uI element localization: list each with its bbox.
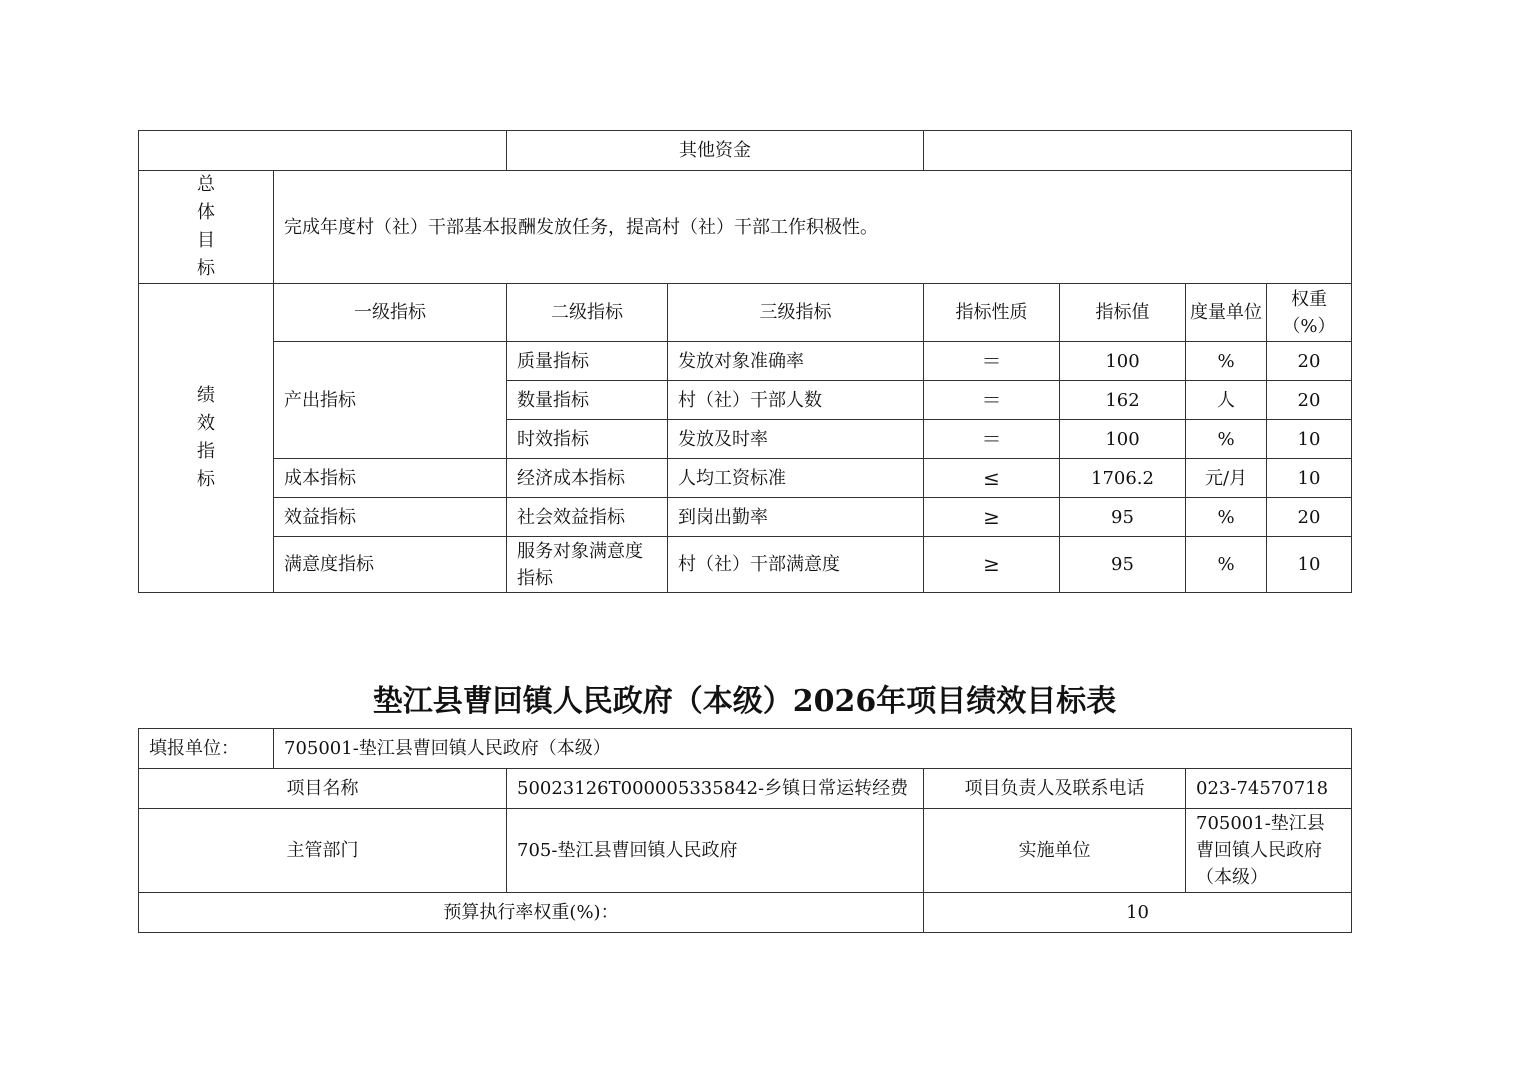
- contact-label: 项目负责人及联系电话: [924, 769, 1186, 809]
- contact-value: 023-74570718: [1186, 769, 1352, 809]
- row-value: 100: [1060, 342, 1186, 381]
- row-level2: 社会效益指标: [507, 498, 668, 537]
- row-level1: 满意度指标: [274, 537, 507, 593]
- row-weight: 20: [1267, 381, 1352, 420]
- other-funds-value: [924, 131, 1352, 171]
- row-nature: ≥: [924, 498, 1060, 537]
- row-level3: 村（社）干部人数: [668, 381, 924, 420]
- page-title: 垫江县曹回镇人民政府（本级）2026年项目绩效目标表: [372, 684, 1117, 719]
- row-level2: 经济成本指标: [507, 459, 668, 498]
- row-nature: ＝: [924, 342, 1060, 381]
- row-level1: 产出指标: [274, 342, 507, 459]
- row-level3: 村（社）干部满意度: [668, 537, 924, 593]
- row-value: 1706.2: [1060, 459, 1186, 498]
- row-level1: 效益指标: [274, 498, 507, 537]
- row-unit: 元/月: [1186, 459, 1267, 498]
- filler-label: 填报单位：: [139, 729, 274, 769]
- dept-label: 主管部门: [139, 809, 507, 893]
- header-level3: 三级指标: [668, 284, 924, 342]
- row-unit: %: [1186, 498, 1267, 537]
- header-level1: 一级指标: [274, 284, 507, 342]
- row-unit: %: [1186, 537, 1267, 593]
- header-value: 指标值: [1060, 284, 1186, 342]
- row-unit: %: [1186, 342, 1267, 381]
- row-value: 95: [1060, 498, 1186, 537]
- project-name-label: 项目名称: [139, 769, 507, 809]
- row-value: 100: [1060, 420, 1186, 459]
- row-level2: 质量指标: [507, 342, 668, 381]
- performance-table: [138, 130, 1352, 593]
- row-level3: 发放及时率: [668, 420, 924, 459]
- budget-rate-label: 预算执行率权重(%)：: [139, 893, 924, 933]
- row-level2: 时效指标: [507, 420, 668, 459]
- other-funds-label: 其他资金: [507, 131, 924, 171]
- row-nature: ＝: [924, 381, 1060, 420]
- project-name-value: 50023126T000005335842-乡镇日常运转经费: [507, 769, 924, 809]
- row-nature: ＝: [924, 420, 1060, 459]
- header-nature: 指标性质: [924, 284, 1060, 342]
- impl-label: 实施单位: [924, 809, 1186, 893]
- filler-value: 705001-垫江县曹回镇人民政府（本级）: [274, 729, 1352, 769]
- row-weight: 10: [1267, 459, 1352, 498]
- row-value: 162: [1060, 381, 1186, 420]
- row-nature: ≥: [924, 537, 1060, 593]
- overall-goal-text: 完成年度村（社）干部基本报酬发放任务，提高村（社）干部工作积极性。: [274, 171, 1352, 284]
- blank-cell: [139, 131, 507, 171]
- row-level1: 成本指标: [274, 459, 507, 498]
- row-value: 95: [1060, 537, 1186, 593]
- dept-value: 705-垫江县曹回镇人民政府: [507, 809, 924, 893]
- row-weight: 10: [1267, 420, 1352, 459]
- impl-value: 705001-垫江县曹回镇人民政府（本级）: [1186, 809, 1352, 893]
- budget-rate-value: 10: [924, 893, 1352, 933]
- perf-indicator-label: 绩 效 指 标: [139, 284, 274, 593]
- header-weight: 权重（%）: [1267, 284, 1352, 342]
- row-nature: ≤: [924, 459, 1060, 498]
- row-level2: 数量指标: [507, 381, 668, 420]
- row-weight: 20: [1267, 342, 1352, 381]
- project-info-table: [138, 728, 1352, 933]
- row-unit: 人: [1186, 381, 1267, 420]
- row-level3: 发放对象准确率: [668, 342, 924, 381]
- row-weight: 20: [1267, 498, 1352, 537]
- row-level2: 服务对象满意度指标: [507, 537, 668, 593]
- header-level2: 二级指标: [507, 284, 668, 342]
- row-level3: 到岗出勤率: [668, 498, 924, 537]
- row-unit: %: [1186, 420, 1267, 459]
- row-weight: 10: [1267, 537, 1352, 593]
- header-unit: 度量单位: [1186, 284, 1267, 342]
- row-level3: 人均工资标准: [668, 459, 924, 498]
- overall-goal-label: 总 体 目 标: [139, 171, 274, 284]
